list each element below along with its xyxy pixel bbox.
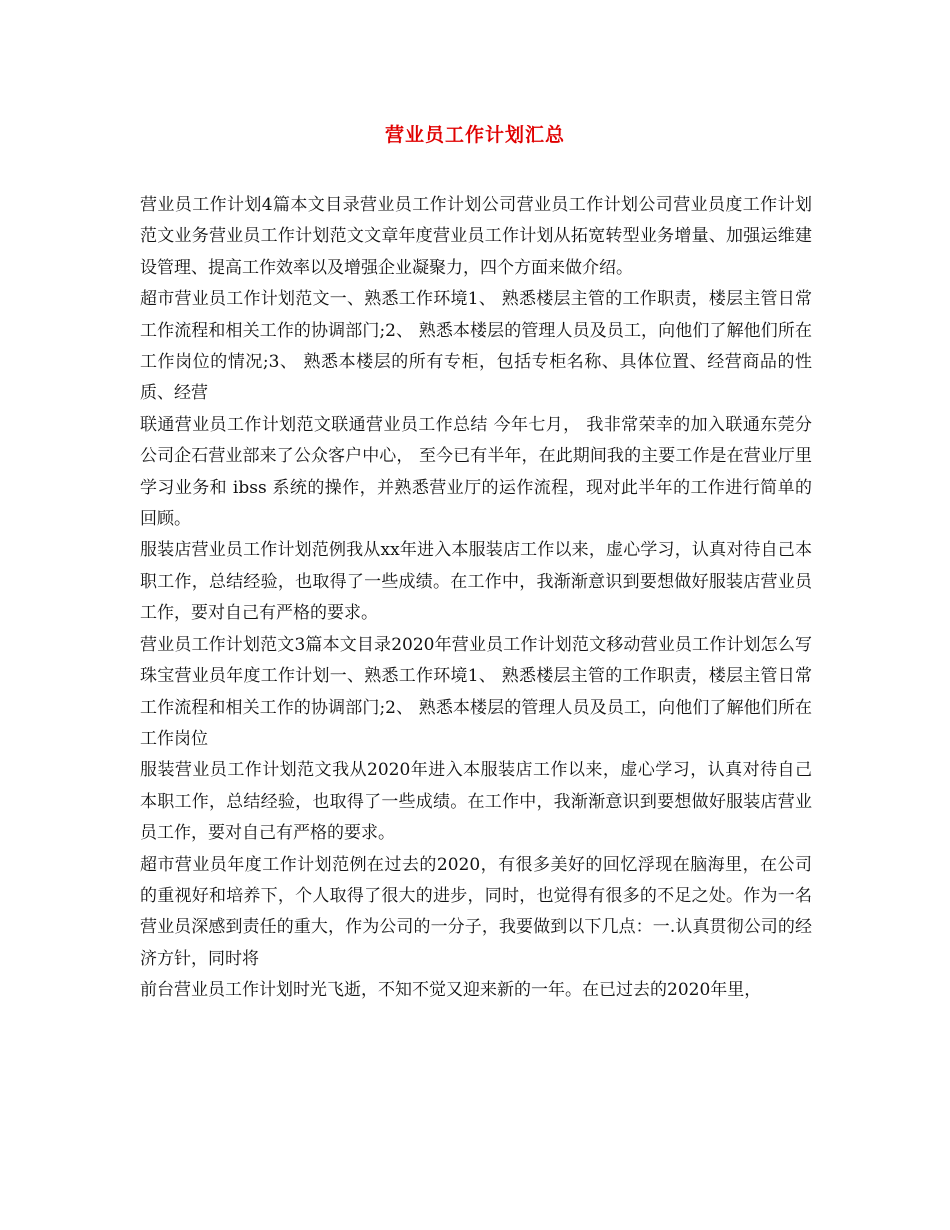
paragraph-3: 联通营业员工作计划范文联通营业员工作总结 今年七月， 我非常荣幸的加入联通东莞分公司企石营业部来了公众客户中心， 至今已有半年，在此期间我的主要工作是在营业厅里学习业务和 ibss 系统的操作，并熟悉营业厅的运作流程，现对此半年的工作进行简单的回顾。 (140, 414, 812, 530)
paragraph-5: 营业员工作计划范文3篇本文目录2020年营业员工作计划范文移动营业员工作计划怎么写珠宝营业员年度工作计划一、熟悉工作环境1、 熟悉楼层主管的工作职责，楼层主管日常工作流程和相关工作的协调部门;2、 熟悉本楼层的管理人员及员工，向他们了解他们所在工作岗位 (140, 634, 812, 749)
document-body (140, 190, 812, 1007)
paragraph-6: 服装营业员工作计划范文我从2020年进入本服装店工作以来，虚心学习，认真对待自己本职工作，总结经验，也取得了一些成绩。在工作中，我渐渐意识到要想做好服装店营业员工作，要对自己有严格的要求。 (140, 760, 812, 844)
paragraph-1: 营业员工作计划4篇本文目录营业员工作计划公司营业员工作计划公司营业员度工作计划范文业务营业员工作计划范文文章年度营业员工作计划从拓宽转型业务增量、加强运维建设管理、提高工作效率以及增强企业凝聚力，四个方面来做介绍。 (140, 195, 812, 278)
paragraph-8: 前台营业员工作计划时光飞逝，不知不觉又迎来新的一年。在已过去的2020年里， (140, 980, 762, 1001)
paragraph-2: 超市营业员工作计划范文一、熟悉工作环境1、 熟悉楼层主管的工作职责，楼层主管日常工作流程和相关工作的协调部门;2、 熟悉本楼层的管理人员及员工，向他们了解他们所在工作岗位的情况;3、 熟悉本楼层的所有专柜，包括专柜名称、具体位置、经营商品的性质、经营 (140, 289, 812, 404)
paragraph-4: 服装店营业员工作计划范例我从xx年进入本服装店工作以来，虚心学习，认真对待自己本职工作，总结经验，也取得了一些成绩。在工作中，我渐渐意识到要想做好服装店营业员工作，要对自己有严格的要求。 (140, 540, 812, 624)
paragraph-7: 超市营业员年度工作计划范例在过去的2020，有很多美好的回忆浮现在脑海里，在公司的重视好和培养下，个人取得了很大的进步，同时，也觉得有很多的不足之处。作为一名营业员深感到责任的重大，作为公司的一分子，我要做到以下几点：一.认真贯彻公司的经济方针，同时将 (140, 854, 812, 969)
document-title: 营业员工作计划汇总 (384, 124, 565, 146)
